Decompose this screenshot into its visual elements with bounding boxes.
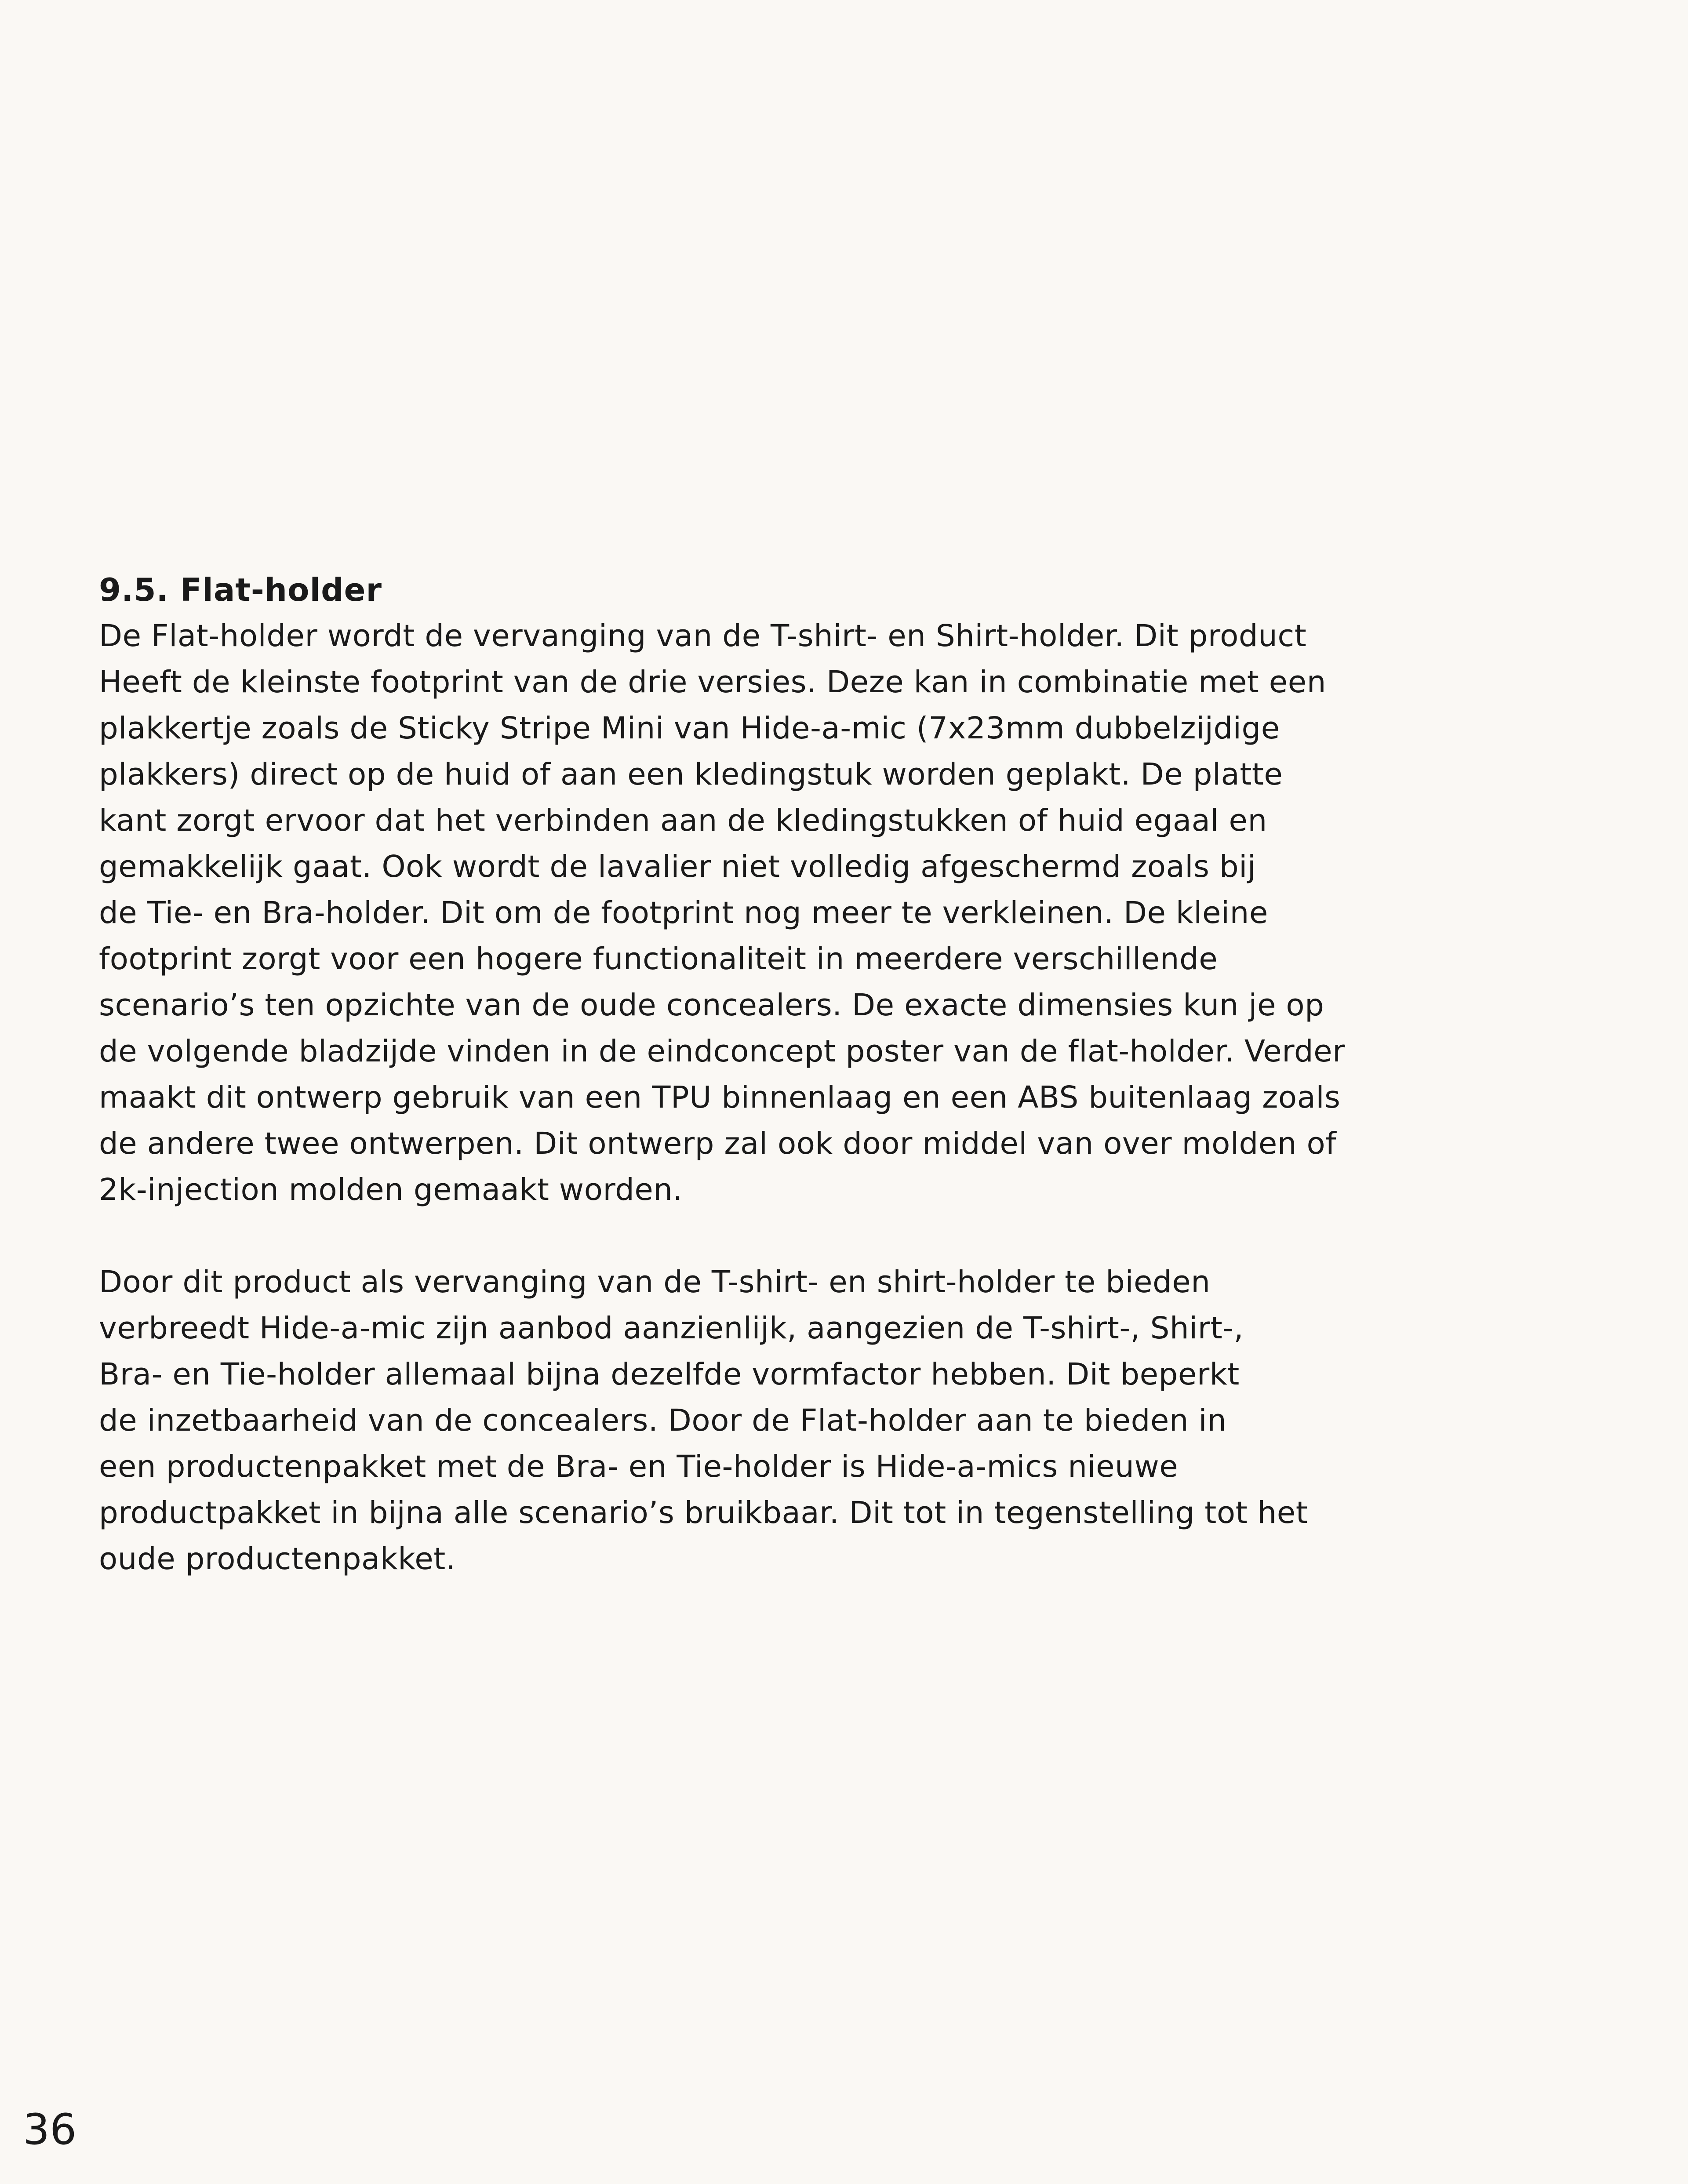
text-line: kant zorgt ervoor dat het verbinden aan de kledingstukken of huid egaal en	[99, 803, 1267, 838]
text-line: plakkers) direct op de huid of aan een kledingstuk worden geplakt. De platte	[99, 757, 1283, 792]
text-line: Bra- en Tie-holder allemaal bijna dezelfde vormfactor hebben. Dit beperkt	[99, 1357, 1240, 1392]
text-line: productpakket in bijna alle scenario’s bruikbaar. Dit tot in tegenstelling tot het	[99, 1495, 1308, 1530]
text-line: plakkertje zoals de Sticky Stripe Mini van Hide-a-mic (7x23mm dubbelzijdige	[99, 711, 1280, 746]
text-line: De Flat-holder wordt de vervanging van de T-shirt- en Shirt-holder. Dit product	[99, 618, 1307, 654]
text-line: oude productenpakket.	[99, 1541, 456, 1577]
text-line: Door dit product als vervanging van de T-shirt- en shirt-holder te bieden	[99, 1265, 1211, 1300]
paragraph-spacer	[99, 1213, 1506, 1259]
section-title: 9.5. Flat-holder	[99, 571, 382, 608]
text-line: scenario’s ten opzichte van de oude concealers. De exacte dimensies kun je op	[99, 988, 1324, 1023]
text-line: de volgende bladzijde vinden in de eindconcept poster van de flat-holder. Verder	[99, 1034, 1346, 1069]
text-line: verbreedt Hide-a-mic zijn aanbod aanzienlijk, aangezien de T-shirt-, Shirt-,	[99, 1311, 1244, 1346]
text-line: 2k-injection molden gemaakt worden.	[99, 1172, 683, 1207]
text-line: footprint zorgt voor een hogere functionaliteit in meerdere verschillende	[99, 941, 1218, 977]
text-line: een productenpakket met de Bra- en Tie-holder is Hide-a-mics nieuwe	[99, 1449, 1179, 1484]
text-line: gemakkelijk gaat. Ook wordt de lavalier niet volledig afgeschermd zoals bij	[99, 849, 1256, 884]
paragraph-2	[99, 1259, 1506, 1582]
page-number: 36	[23, 2105, 77, 2154]
text-line: de inzetbaarheid van de concealers. Door de Flat-holder aan te bieden in	[99, 1403, 1227, 1438]
text-line: maakt dit ontwerp gebruik van een TPU binnenlaag en een ABS buitenlaag zoals	[99, 1080, 1341, 1115]
text-line: de andere twee ontwerpen. Dit ontwerp zal ook door middel van over molden of	[99, 1126, 1336, 1161]
text-line: Heeft de kleinste footprint van de drie versies. Deze kan in combinatie met een	[99, 665, 1326, 700]
paragraph-1	[99, 613, 1506, 1213]
text-line: de Tie- en Bra-holder. Dit om de footprint nog meer te verkleinen. De kleine	[99, 895, 1268, 930]
page-content	[99, 567, 1506, 1582]
